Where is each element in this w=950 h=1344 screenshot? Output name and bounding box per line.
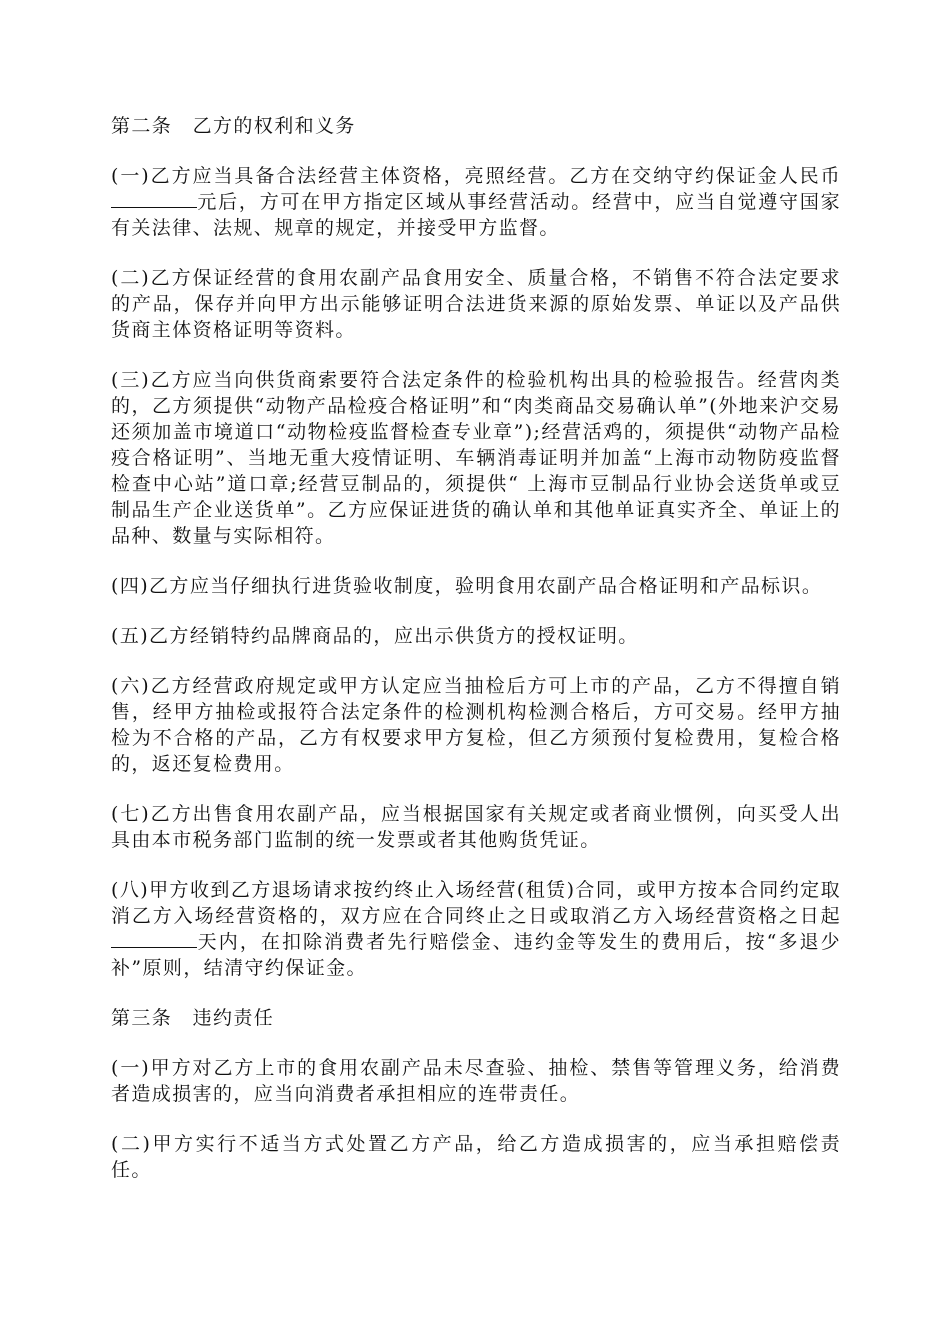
clause-2-8-text-before-blank: (八)甲方收到乙方退场请求按约终止入场经营(租赁)合同，或甲方按本合同约定取消乙方入场经营资格的，双方应在合同终止之日或取消乙方入场经营资格之日起 <box>111 879 841 927</box>
clause-2-6: (六)乙方经营政府规定或甲方认定应当抽检后方可上市的产品，乙方不得擅自销售，经甲方抽检或报符合法定条件的检测机构检测合格后，方可交易。经甲方抽检为不合格的产品，乙方有权要求甲方复检，但乙方须预付复检费用，复检合格的，返还复检费用。 <box>111 675 841 775</box>
clause-2-1 <box>111 163 841 241</box>
section-heading-article-2: 第二条 乙方的权利和义务 <box>111 115 356 137</box>
clause-2-7: (七)乙方出售食用农副产品，应当根据国家有关规定或者商业惯例，向买受人出具由本市税务部门监制的统一发票或者其他购货凭证。 <box>111 803 841 851</box>
settlement-days-blank[interactable] <box>111 929 197 948</box>
clause-2-1-text-after-blank: 元后，方可在甲方指定区域从事经营活动。经营中，应当自觉遵守国家有关法律、法规、规章的规定，并接受甲方监督。 <box>111 191 841 239</box>
clause-2-5: (五)乙方经销特约品牌商品的，应出示供货方的授权证明。 <box>111 625 639 647</box>
clause-2-8-text-after-blank: 天内，在扣除消费者先行赔偿金、违约金等发生的费用后，按“多退少补”原则，结清守约保证金。 <box>111 931 841 979</box>
deposit-amount-blank[interactable] <box>111 189 197 208</box>
clause-2-1-text-before-blank: (一)乙方应当具备合法经营主体资格，亮照经营。乙方在交纳守约保证金人民币 <box>111 165 841 187</box>
section-heading-article-3: 第三条 违约责任 <box>111 1007 275 1029</box>
document-page <box>111 113 841 1207</box>
clause-2-2: (二)乙方保证经营的食用农副产品食用安全、质量合格，不销售不符合法定要求的产品，保存并向甲方出示能够证明合法进货来源的原始发票、单证以及产品供货商主体资格证明等资料。 <box>111 267 841 341</box>
clause-2-4: (四)乙方应当仔细执行进货验收制度，验明食用农副产品合格证明和产品标识。 <box>111 575 823 597</box>
clause-2-8 <box>111 877 841 981</box>
clause-3-1: (一)甲方对乙方上市的食用农副产品未尽查验、抽检、禁售等管理义务，给消费者造成损害的，应当向消费者承担相应的连带责任。 <box>111 1057 841 1105</box>
clause-3-2: (二)甲方实行不适当方式处置乙方产品，给乙方造成损害的，应当承担赔偿责任。 <box>111 1133 841 1181</box>
clause-2-3: (三)乙方应当向供货商索要符合法定条件的检验机构出具的检验报告。经营肉类的，乙方须提供“动物产品检疫合格证明”和“肉类商品交易确认单”(外地来沪交易还须加盖市境道口“动物检疫监督检查专业章”);经营活鸡的，须提供“动物产品检疫合格证明”、当地无重大疫情证明、车辆消毒证明并加盖“上海市动物防疫监督检查中心站”道口章;经营豆制品的，须提供“ 上海市豆制品行业协会送货单或豆制品生产企业送货单”。乙方应保证进货的确认单和其他单证真实齐全、单证上的品种、数量与实际相符。 <box>111 369 841 547</box>
